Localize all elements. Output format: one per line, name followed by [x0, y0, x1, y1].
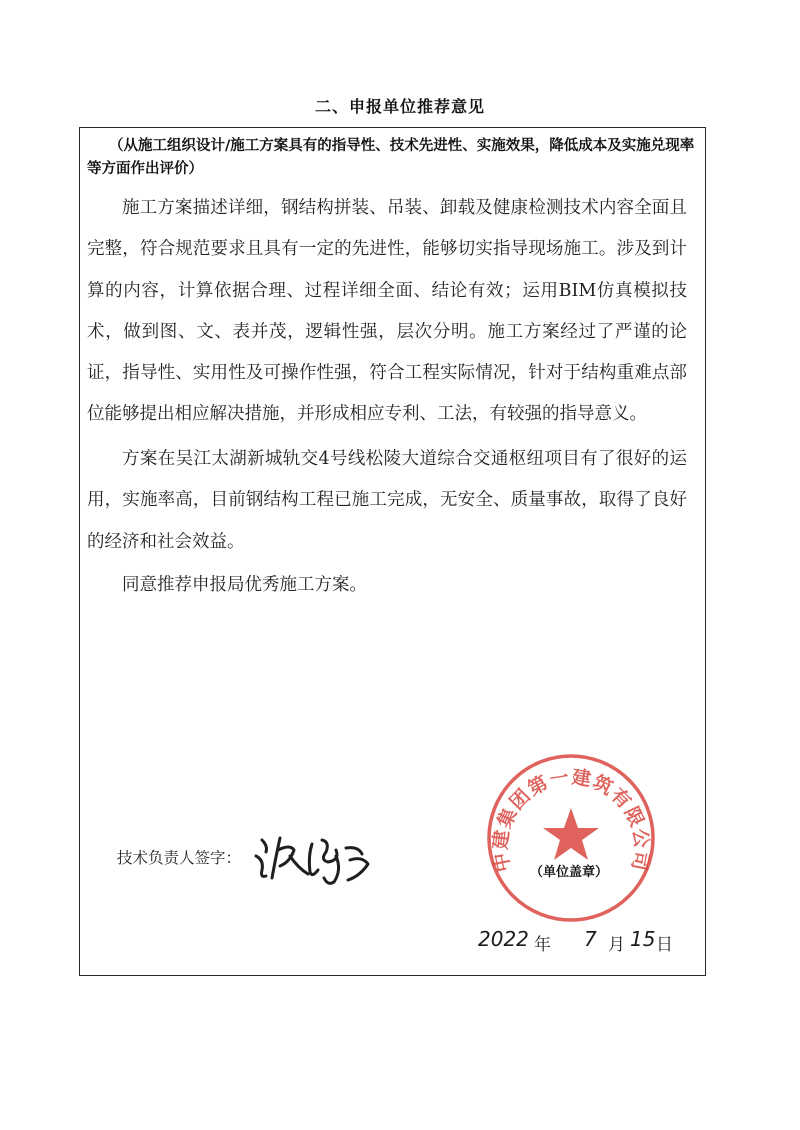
section-title: 二、申报单位推荐意见	[314, 97, 485, 116]
date-month: 7	[584, 927, 597, 951]
opinion-paragraph-3: 同意推荐申报局优秀施工方案。	[122, 575, 367, 595]
signature-label: 技术负责人签字：	[117, 849, 242, 867]
seal-label: （单位盖章）	[530, 865, 609, 880]
company-seal-stamp	[485, 752, 657, 924]
opinion-paragraph-1: 施工方案描述详细，钢结构拼装、吊装、卸载及健康检测技术内容全面且完整，符合规范要求且具有一定的先进性，能够切实指导现场施工。涉及到计算的内容，计算依据合理、过程详细全面、结论有效；运用BIM仿真模拟技术，做到图、文、表并茂，逻辑性强，层次分明。施工方案经过了严谨的论证，指导性、实用性及可操作性强，符合工程实际情况，针对于结构重难点部位能够提出相应解决措施，并形成相应专利、工法，有较强的指导意义。	[87, 198, 687, 425]
date-year: 2022	[478, 927, 529, 951]
date-day-unit: 日	[656, 935, 673, 955]
date-day: 15	[630, 927, 656, 951]
seal-text: 中建集团第一建筑有限公司	[489, 766, 653, 874]
evaluation-instruction: （从施工组织设计/施工方案具有的指导性、技术先进性、实施效果，降低成本及实施兑现率等方面作出评价）	[87, 138, 695, 177]
opinion-paragraph-2: 方案在吴江太湖新城轨交4号线松陵大道综合交通枢纽项目有了很好的运用，实施率高，目前钢结构工程已施工完成，无安全、质量事故，取得了良好的经济和社会效益。	[87, 449, 687, 552]
date-year-unit: 年	[534, 935, 551, 955]
date-month-unit: 月	[608, 935, 625, 955]
handwritten-signature	[250, 826, 390, 890]
